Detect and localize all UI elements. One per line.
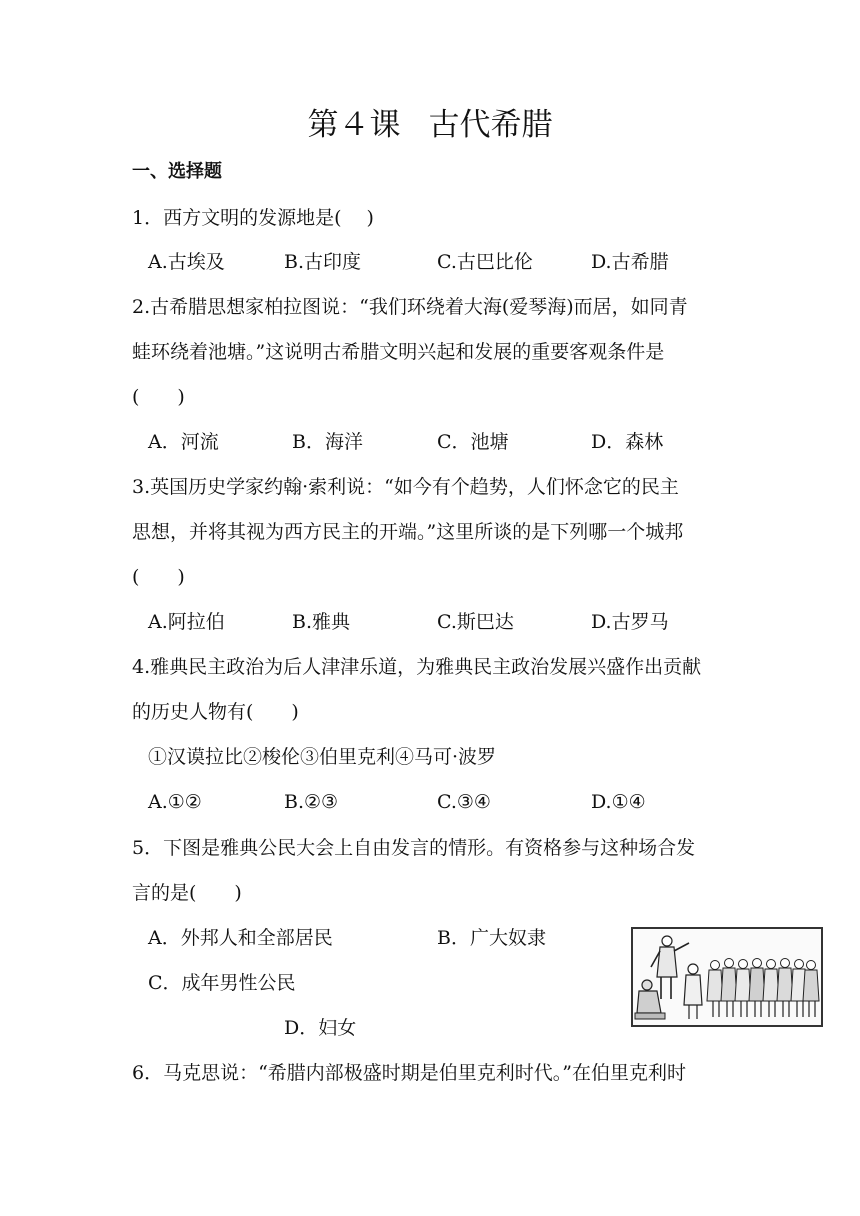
question-5-stem-line-1: 5．下图是雅典公民大会上自由发言的情形。有资格参与这种场合发 [132,837,696,859]
question-3-stem-line-2: 思想，并将其视为西方民主的开端。”这里所谈的是下列哪一个城邦 [132,521,684,543]
question-5-option-a: A．外邦人和全部居民 [148,927,333,949]
question-1-option-d: D.古希腊 [591,251,669,273]
question-2-option-c: C．池塘 [437,431,509,453]
question-2-option-a: A．河流 [148,431,219,453]
question-2-stem-line-3: ( ) [132,386,185,408]
question-2-stem-line-2: 蛙环绕着池塘。”这说明古希腊文明兴起和发展的重要客观条件是 [132,341,665,363]
question-5-option-c: C．成年男性公民 [148,972,296,994]
assembly-illustration-drawing [633,929,821,1025]
question-3-stem-line-3: ( ) [132,566,185,588]
question-4-stem-line-1: 4.雅典民主政治为后人津津乐道，为雅典民主政治发展兴盛作出贡献 [132,656,702,678]
question-3-option-a: A.阿拉伯 [148,611,225,633]
assembly-illustration [631,927,823,1027]
section-heading: 一、选择题 [132,161,222,182]
question-3-option-d: D.古罗马 [591,611,669,633]
question-4-option-d: D.①④ [591,791,646,813]
question-4-option-a: A.①② [148,791,202,813]
question-5-option-b: B．广大奴隶 [437,927,546,949]
question-2-option-b: B．海洋 [292,431,363,453]
question-3-option-c: C.斯巴达 [437,611,514,633]
question-4-stem-line-2: 的历史人物有( ) [132,701,299,723]
question-1-option-a: A.古埃及 [148,251,225,273]
question-3-stem-line-1: 3.英国历史学家约翰·索利说：“如今有个趋势，人们怀念它的民主 [132,476,679,498]
question-4-option-b: B.②③ [284,791,339,813]
question-1-option-b: B.古印度 [284,251,362,273]
question-5-stem-line-2: 言的是( ) [132,882,242,904]
question-2-stem-line-1: 2.古希腊思想家柏拉图说：“我们环绕着大海(爱琴海)而居，如同青 [132,296,688,318]
question-3-option-b: B.雅典 [292,611,351,633]
question-1-option-c: C.古巴比伦 [437,251,533,273]
question-2-option-d: D．森林 [591,431,664,453]
lesson-number: 第４课 [307,107,401,143]
lesson-name: 古代希腊 [428,107,553,143]
question-4-option-c: C.③④ [437,791,491,813]
lesson-title [0,105,860,145]
question-1-stem: 1．西方文明的发源地是( ) [132,207,374,229]
question-5-option-d: D．妇女 [284,1017,357,1039]
question-4-choices: ①汉谟拉比②梭伦③伯里克利④马可·波罗 [148,746,497,768]
question-6-stem-line-1: 6．马克思说：“希腊内部极盛时期是伯里克利时代。”在伯里克利时 [132,1062,687,1084]
